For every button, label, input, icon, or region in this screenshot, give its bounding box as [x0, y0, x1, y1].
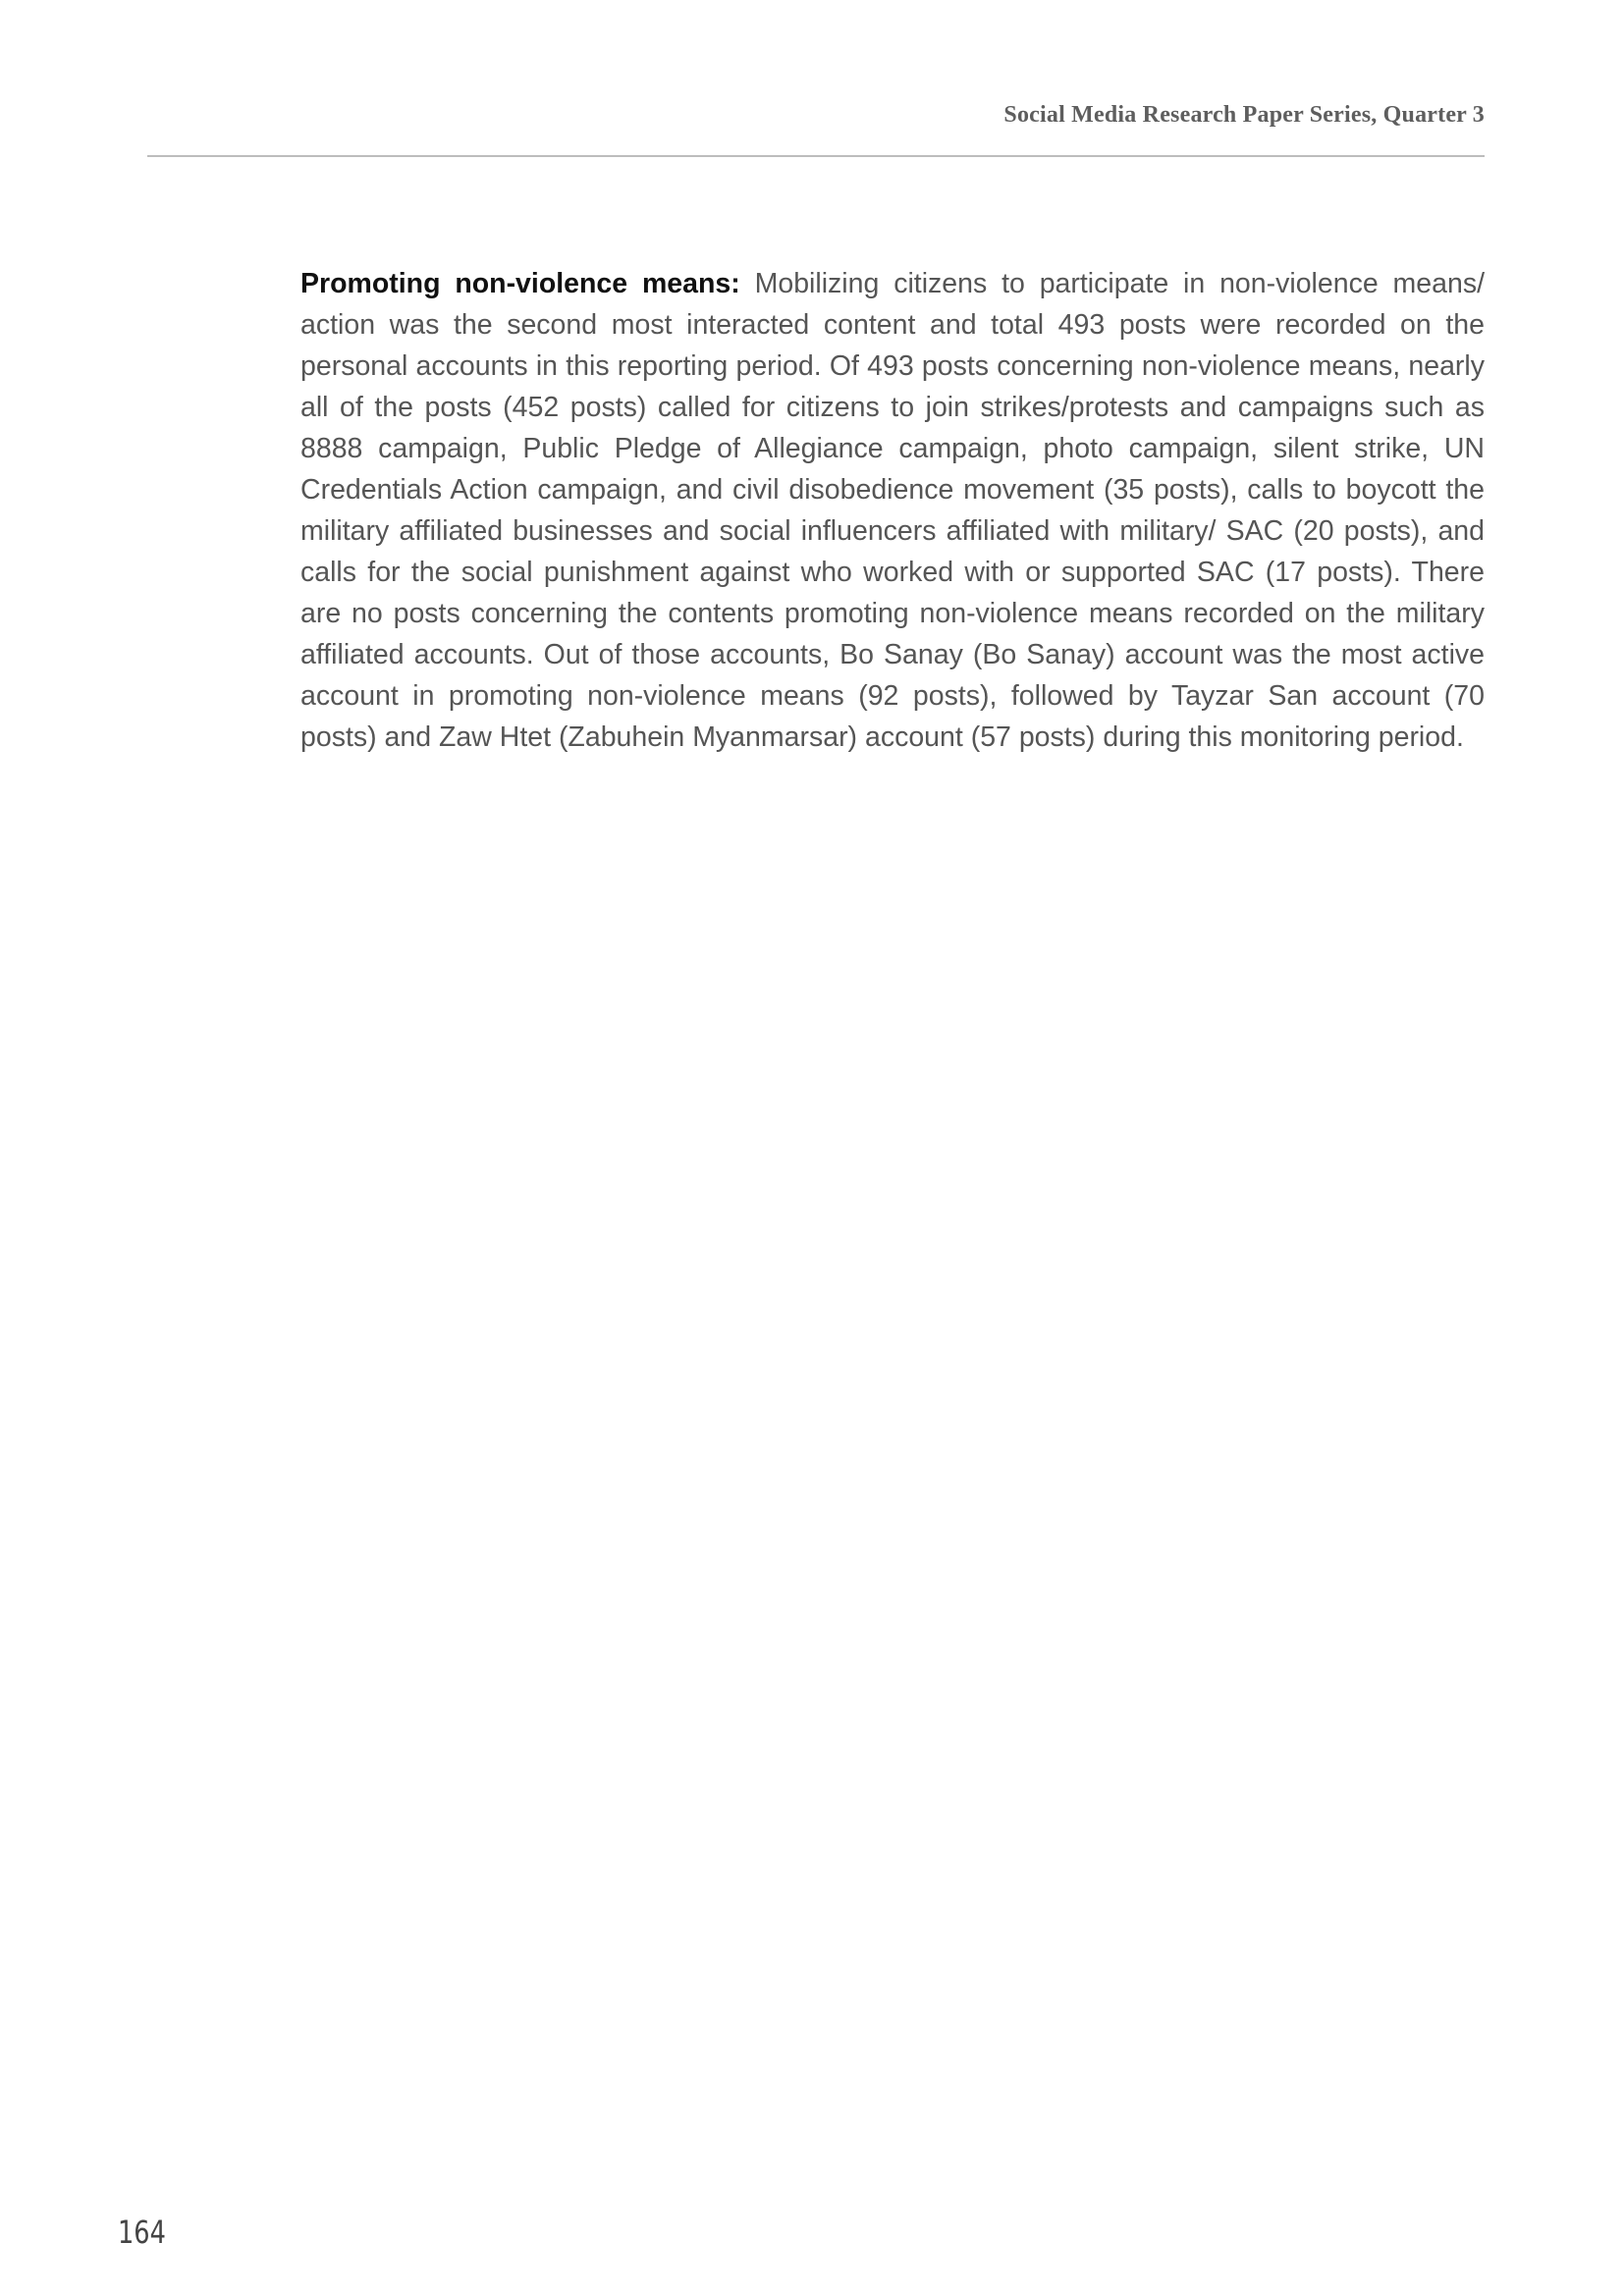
body-paragraph: [300, 263, 1485, 758]
paragraph-text: Mobilizing citizens to participate in non-violence means/ action was the second most interacted content and total 493 posts were recorded on the personal accounts in this reporting period. Of 493 posts concerning non-violence means, nearly all of the posts (452 posts) called for citizens to join strikes/protests and campaigns such as 8888 campaign, Public Pledge of Allegiance campaign, photo campaign, silent strike, UN Credentials Action campaign, and civil disobedience movement (35 posts), calls to boycott the military affiliated businesses and social influencers affiliated with military/ SAC (20 posts), and calls for the social punishment against who worked with or supported SAC (17 posts). There are no posts concerning the contents promoting non-violence means recorded on the military affiliated accounts. Out of those accounts, Bo Sanay (Bo Sanay) account was the most active account in promoting non-violence means (92 posts), followed by Tayzar San account (70 posts) and Zaw Htet (Zabuhein Myanmarsar) account (57 posts) during this monitoring period.: [300, 268, 1485, 753]
header-divider: [147, 155, 1485, 157]
running-header: Social Media Research Paper Series, Quarter 3: [1003, 102, 1485, 128]
page-number: 164: [118, 2214, 166, 2251]
paragraph-lead-term: Promoting non-violence means:: [300, 268, 740, 299]
